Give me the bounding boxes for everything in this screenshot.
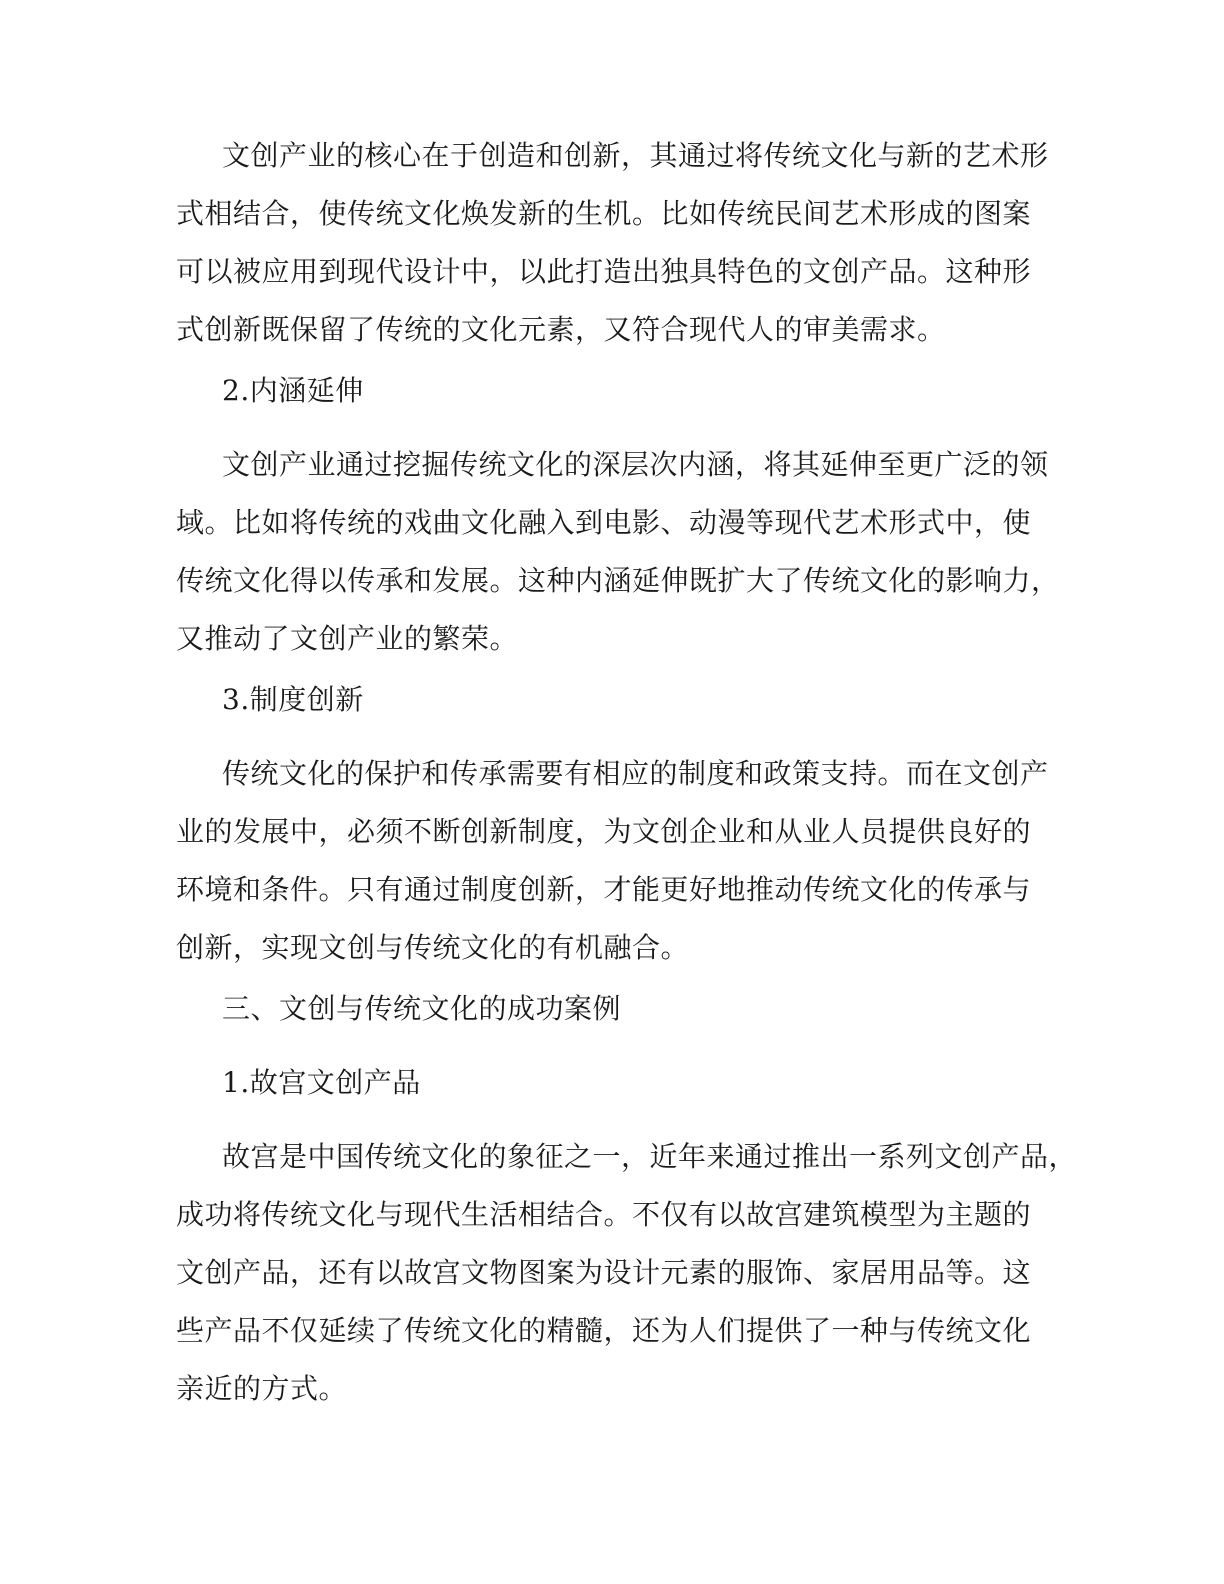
text-line: 域。比如将传统的戏曲文化融入到电影、动漫等现代艺术形式中，使 bbox=[176, 506, 1032, 539]
text-line: 亲近的方式。 bbox=[176, 1372, 348, 1405]
text-line: 文创产品，还有以故宫文物图案为设计元素的服饰、家居用品等。这 bbox=[176, 1256, 1032, 1289]
text-line: 式创新既保留了传统的文化元素，又符合现代人的审美需求。 bbox=[176, 313, 946, 346]
text-line: 业的发展中，必须不断创新制度，为文创企业和从业人员提供良好的 bbox=[176, 815, 1032, 848]
text-line: 些产品不仅延续了传统文化的精髓，还为人们提供了一种与传统文化 bbox=[176, 1314, 1032, 1347]
text-line: 文创产业的核心在于创造和创新，其通过将传统文化与新的艺术形 bbox=[222, 139, 1049, 172]
text-line: 传统文化的保护和传承需要有相应的制度和政策支持。而在文创产 bbox=[222, 757, 1049, 790]
paragraph-form-innovation bbox=[176, 127, 1066, 359]
paragraph-palace-museum bbox=[176, 1128, 1078, 1418]
text-line: 环境和条件。只有通过制度创新，才能更好地推动传统文化的传承与 bbox=[176, 873, 1032, 906]
text-line: 传统文化得以传承和发展。这种内涵延伸既扩大了传统文化的影响力， bbox=[176, 564, 1060, 597]
text-line: 文创产业通过挖掘传统文化的深层次内涵，将其延伸至更广泛的领 bbox=[222, 448, 1049, 481]
text-line: 创新，实现文创与传统文化的有机融合。 bbox=[176, 931, 690, 964]
heading-success-cases bbox=[176, 980, 1066, 1038]
text-line: 故宫是中国传统文化的象征之一，近年来通过推出一系列文创产品， bbox=[222, 1140, 1078, 1173]
paragraph-connotation-extension bbox=[176, 436, 1066, 668]
text-line: 式相结合，使传统文化焕发新的生机。比如传统民间艺术形成的图案 bbox=[176, 197, 1032, 230]
heading-institutional-innovation bbox=[176, 671, 1066, 729]
section-heading: 三、文创与传统文化的成功案例 bbox=[222, 992, 622, 1025]
section-heading: 1.故宫文创产品 bbox=[222, 1066, 421, 1099]
heading-palace-museum-products bbox=[176, 1054, 1066, 1112]
heading-connotation-extension bbox=[176, 362, 1066, 420]
section-heading: 2.内涵延伸 bbox=[222, 374, 364, 407]
section-heading: 3.制度创新 bbox=[222, 683, 364, 716]
text-line: 又推动了文创产业的繁荣。 bbox=[176, 622, 519, 655]
text-line: 可以被应用到现代设计中，以此打造出独具特色的文创产品。这种形 bbox=[176, 255, 1032, 288]
paragraph-institutional-innovation bbox=[176, 745, 1066, 977]
text-line: 成功将传统文化与现代生活相结合。不仅有以故宫建筑模型为主题的 bbox=[176, 1198, 1032, 1231]
